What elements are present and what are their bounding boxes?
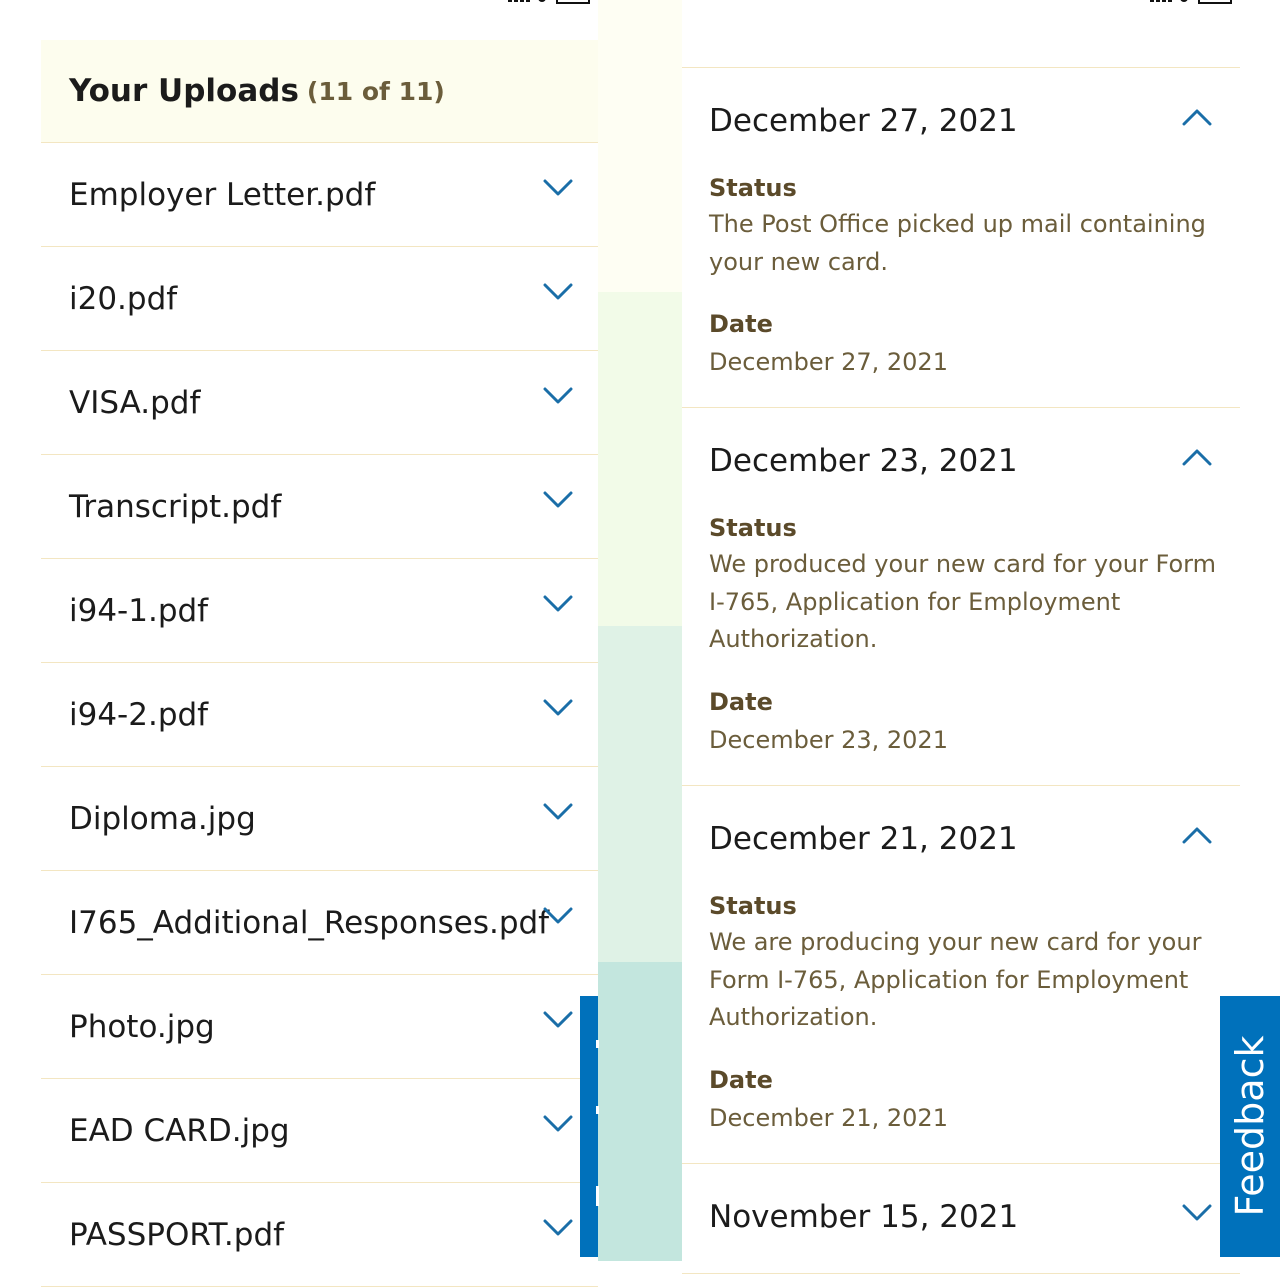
date-label: Date [709,1066,773,1094]
feedback-letter-fragment [596,1106,599,1114]
event-date-heading[interactable]: December 23, 2021 [709,443,1018,479]
date-value: December 21, 2021 [709,1104,948,1132]
upload-item[interactable] [41,663,598,767]
upload-item[interactable] [41,351,598,455]
upload-file-name: I765_Additional_Responses.pdf [69,905,550,941]
upload-file-name: PASSPORT.pdf [69,1217,285,1253]
upload-item[interactable] [41,767,598,871]
upload-file-name: Employer Letter.pdf [69,177,376,213]
signal-icon [1150,0,1172,2]
upload-item[interactable] [41,143,598,247]
upload-item[interactable] [41,455,598,559]
status-label: Status [709,892,797,920]
date-label: Date [709,688,773,716]
uploads-header [41,40,598,143]
feedback-label: Feedback [1228,1035,1272,1217]
divider-strip [598,0,682,1261]
upload-file-name: i94-1.pdf [69,593,209,629]
date-value: December 27, 2021 [709,348,948,376]
status-icons-left [508,0,590,4]
chevron-down-icon[interactable] [543,1011,573,1029]
uploads-title: Your Uploads [69,73,299,109]
chevron-up-icon[interactable] [1182,108,1212,126]
event-date-heading[interactable]: November 15, 2021 [709,1199,1019,1235]
chevron-up-icon[interactable] [1182,448,1212,466]
uploads-list [41,143,598,1287]
feedback-letter-fragment [596,1040,599,1048]
chevron-down-icon[interactable] [543,179,573,197]
status-text: We are producing your new card for your Form I-765, Application for Employment Authorization. [709,928,1202,1031]
chevron-down-icon[interactable] [543,803,573,821]
status-label: Status [709,514,797,542]
upload-file-name: VISA.pdf [69,385,201,421]
upload-file-name: Transcript.pdf [69,489,282,525]
upload-file-name: i94-2.pdf [69,697,209,733]
chevron-down-icon[interactable] [543,907,573,925]
chevron-down-icon[interactable] [1182,1204,1212,1222]
signal-icon [508,0,530,2]
chevron-down-icon[interactable] [543,1219,573,1237]
upload-item[interactable] [41,559,598,663]
uploads-count: (11 of 11) [306,76,445,106]
battery-icon [1198,0,1232,4]
timeline-event[interactable] [682,68,1240,408]
chevron-down-icon[interactable] [543,387,573,405]
timeline-event[interactable] [682,1164,1240,1274]
chevron-down-icon[interactable] [543,1115,573,1133]
date-value: December 23, 2021 [709,726,948,754]
feedback-button[interactable] [1220,996,1280,1257]
upload-file-name: i20.pdf [69,281,178,317]
status-label: Status [709,174,797,202]
chevron-down-icon[interactable] [543,699,573,717]
date-label: Date [709,310,773,338]
timeline-event[interactable] [682,786,1240,1164]
upload-item[interactable] [41,1079,598,1183]
chevron-down-icon[interactable] [543,491,573,509]
wifi-icon [538,0,546,2]
event-date-heading[interactable]: December 27, 2021 [709,103,1018,139]
chevron-up-icon[interactable] [1182,826,1212,844]
wifi-icon [1180,0,1188,2]
upload-file-name: Photo.jpg [69,1009,215,1045]
timeline-event[interactable] [682,408,1240,786]
upload-item[interactable] [41,1183,598,1287]
upload-item[interactable] [41,975,598,1079]
chevron-down-icon[interactable] [543,283,573,301]
battery-icon [556,0,590,4]
upload-file-name: Diploma.jpg [69,801,256,837]
case-history-panel [682,67,1240,1274]
upload-file-name: EAD CARD.jpg [69,1113,290,1149]
upload-item[interactable] [41,871,598,975]
status-text: The Post Office picked up mail containing your new card. [709,210,1206,276]
upload-item[interactable] [41,247,598,351]
status-text: We produced your new card for your Form I-765, Application for Employment Authorization. [709,550,1216,653]
event-date-heading[interactable]: December 21, 2021 [709,821,1018,857]
status-icons-right [1150,0,1232,4]
uploads-panel [41,40,598,1287]
chevron-down-icon[interactable] [543,595,573,613]
status-bar-left [30,0,150,10]
feedback-tab-partial[interactable] [580,996,598,1257]
feedback-letter-fragment [596,1186,599,1206]
